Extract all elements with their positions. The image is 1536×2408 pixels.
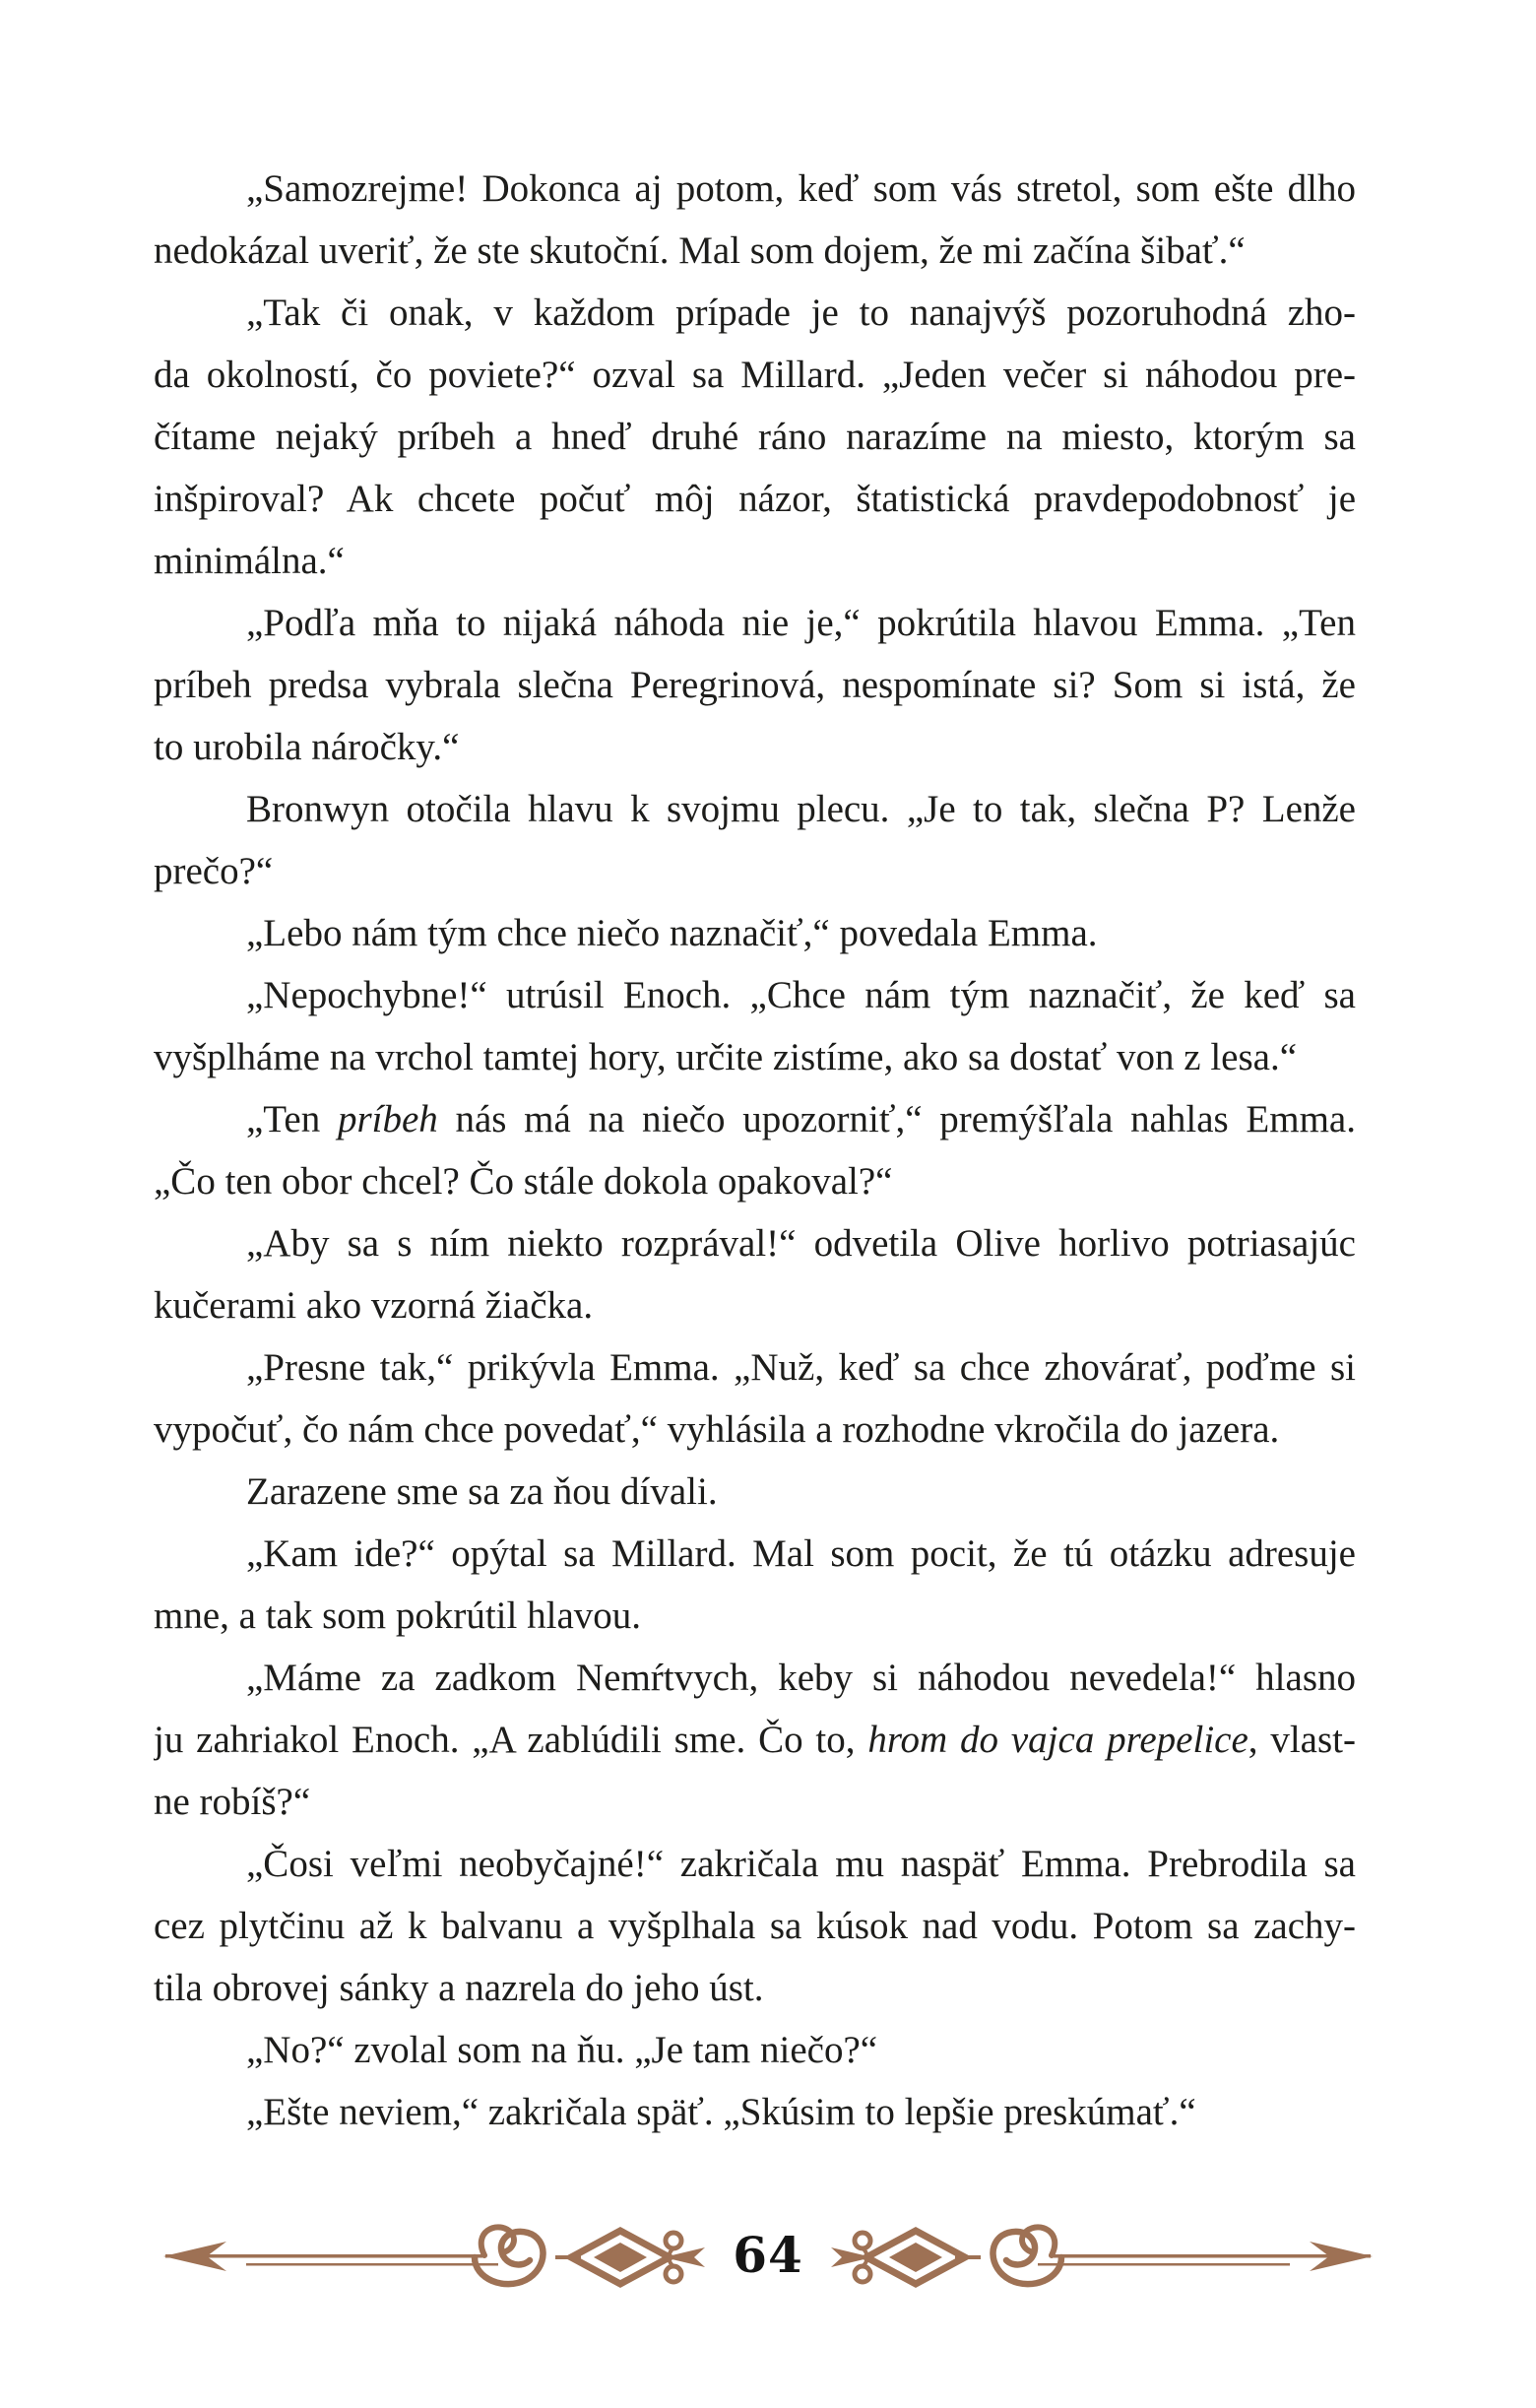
text-line: [154, 654, 1356, 716]
page-footer: [0, 2218, 1536, 2297]
italic-text-segment: príbeh: [337, 1098, 438, 1140]
text-segment: to urobila náročky.“: [154, 726, 460, 768]
text-line: [154, 1771, 1356, 1833]
text-line: [154, 1212, 1356, 1274]
text-line: [154, 1336, 1356, 1399]
text-segment: „Čosi veľmi neobyčajné!“ zakričala mu naspäť Emma. Prebrodila sa: [246, 1843, 1356, 1885]
text-segment: nás má na niečo upozorniť,“ premýšľala nahlas Emma.: [437, 1098, 1356, 1140]
page-number: 64: [733, 2226, 803, 2284]
text-line: [154, 468, 1356, 530]
text-segment: prečo?“: [154, 850, 274, 892]
text-segment: vypočuť, čo nám chce povedať,“ vyhlásila a rozhodne vkročila do jazera.: [154, 1408, 1280, 1451]
text-line: [154, 1585, 1356, 1647]
text-segment: ju zahriakol Enoch. „A zablúdili sme. Čo to,: [154, 1719, 868, 1761]
text-segment: „Čo ten obor chcel? Čo stále dokola opakoval?“: [154, 1160, 893, 1203]
text-segment: „Lebo nám tým chce niečo naznačiť,“ povedala Emma.: [246, 912, 1098, 954]
text-segment: Bronwyn otočila hlavu k svojmu plecu. „Je to tak, slečna P? Lenže: [246, 788, 1356, 830]
text-segment: cez plytčinu až k balvanu a vyšplhala sa kúsok nad vodu. Potom sa zachy-: [154, 1905, 1356, 1947]
text-line: [154, 220, 1356, 282]
text-segment: „Podľa mňa to nijaká náhoda nie je,“ pokrútila hlavou Emma. „Ten: [246, 602, 1356, 644]
text-segment: „Ešte neviem,“ zakričala späť. „Skúsim to lepšie preskúmať.“: [246, 2091, 1196, 2133]
text-line: [154, 1895, 1356, 1957]
text-line: [154, 2019, 1356, 2081]
text-segment: inšpiroval? Ak chcete počuť môj názor, štatistická pravdepodobnosť je: [154, 478, 1356, 520]
text-segment: čítame nejaký príbeh a hneď druhé ráno narazíme na miesto, ktorým sa: [154, 416, 1356, 458]
text-line: [154, 1399, 1356, 1461]
text-segment: „Aby sa s ním niekto rozprával!“ odvetila Olive horlivo potriasajúc: [246, 1222, 1356, 1265]
text-line: [154, 1150, 1356, 1212]
text-line: [154, 778, 1356, 840]
italic-text-segment: hrom do vajca prepelice: [867, 1719, 1248, 1761]
text-segment: „Tak či onak, v každom prípade je to nanajvýš pozoruhodná zho-: [246, 292, 1356, 334]
text-segment: , vlast-: [1248, 1719, 1356, 1761]
text-line: [154, 1957, 1356, 2019]
text-segment: „Presne tak,“ prikývla Emma. „Nuž, keď sa chce zhovárať, poďme si: [246, 1346, 1356, 1389]
text-segment: „Máme za zadkom Nemŕtvych, keby si náhodou nevedela!“ hlasno: [246, 1657, 1356, 1699]
text-line: [154, 902, 1356, 964]
text-line: [154, 282, 1356, 344]
footer-ornament-right: [827, 2220, 1378, 2295]
text-segment: mne, a tak som pokrútil hlavou.: [154, 1594, 642, 1637]
text-segment: príbeh predsa vybrala slečna Peregrinová, nespomínate si? Som si istá, že: [154, 664, 1356, 706]
text-block: [154, 158, 1356, 2143]
text-segment: nedokázal uveriť, že ste skutoční. Mal som dojem, že mi začína šibať.“: [154, 229, 1246, 272]
text-line: [154, 1088, 1356, 1150]
text-line: [154, 840, 1356, 902]
text-line: [154, 1461, 1356, 1523]
text-line: [154, 1274, 1356, 1336]
text-segment: da okolností, čo poviete?“ ozval sa Millard. „Jeden večer si náhodou pre-: [154, 354, 1356, 396]
text-segment: „Ten: [246, 1098, 338, 1140]
text-line: [154, 530, 1356, 592]
text-line: [154, 2081, 1356, 2143]
text-line: [154, 158, 1356, 220]
text-line: [154, 406, 1356, 468]
text-segment: kučerami ako vzorná žiačka.: [154, 1284, 594, 1327]
text-segment: „Kam ide?“ opýtal sa Millard. Mal som pocit, že tú otázku adresuje: [246, 1532, 1356, 1575]
text-segment: „Samozrejme! Dokonca aj potom, keď som vás stretol, som ešte dlho: [246, 167, 1356, 210]
text-segment: tila obrovej sánky a nazrela do jeho úst.: [154, 1967, 764, 2009]
text-line: [154, 1026, 1356, 1088]
text-line: [154, 344, 1356, 406]
text-segment: Zarazene sme sa za ňou dívali.: [246, 1470, 718, 1513]
text-line: [154, 1647, 1356, 1709]
footer-ornament-left: [158, 2220, 709, 2295]
text-segment: ne robíš?“: [154, 1781, 311, 1823]
text-line: [154, 592, 1356, 654]
text-line: [154, 964, 1356, 1026]
text-segment: vyšplháme na vrchol tamtej hory, určite zistíme, ako sa dostať von z lesa.“: [154, 1036, 1298, 1078]
text-line: [154, 1523, 1356, 1585]
text-line: [154, 1833, 1356, 1895]
text-line: [154, 1709, 1356, 1771]
text-segment: „No?“ zvolal som na ňu. „Je tam niečo?“: [246, 2029, 878, 2071]
text-segment: „Nepochybne!“ utrúsil Enoch. „Chce nám tým naznačiť, že keď sa: [246, 974, 1356, 1016]
text-segment: minimálna.“: [154, 540, 345, 582]
text-line: [154, 716, 1356, 778]
